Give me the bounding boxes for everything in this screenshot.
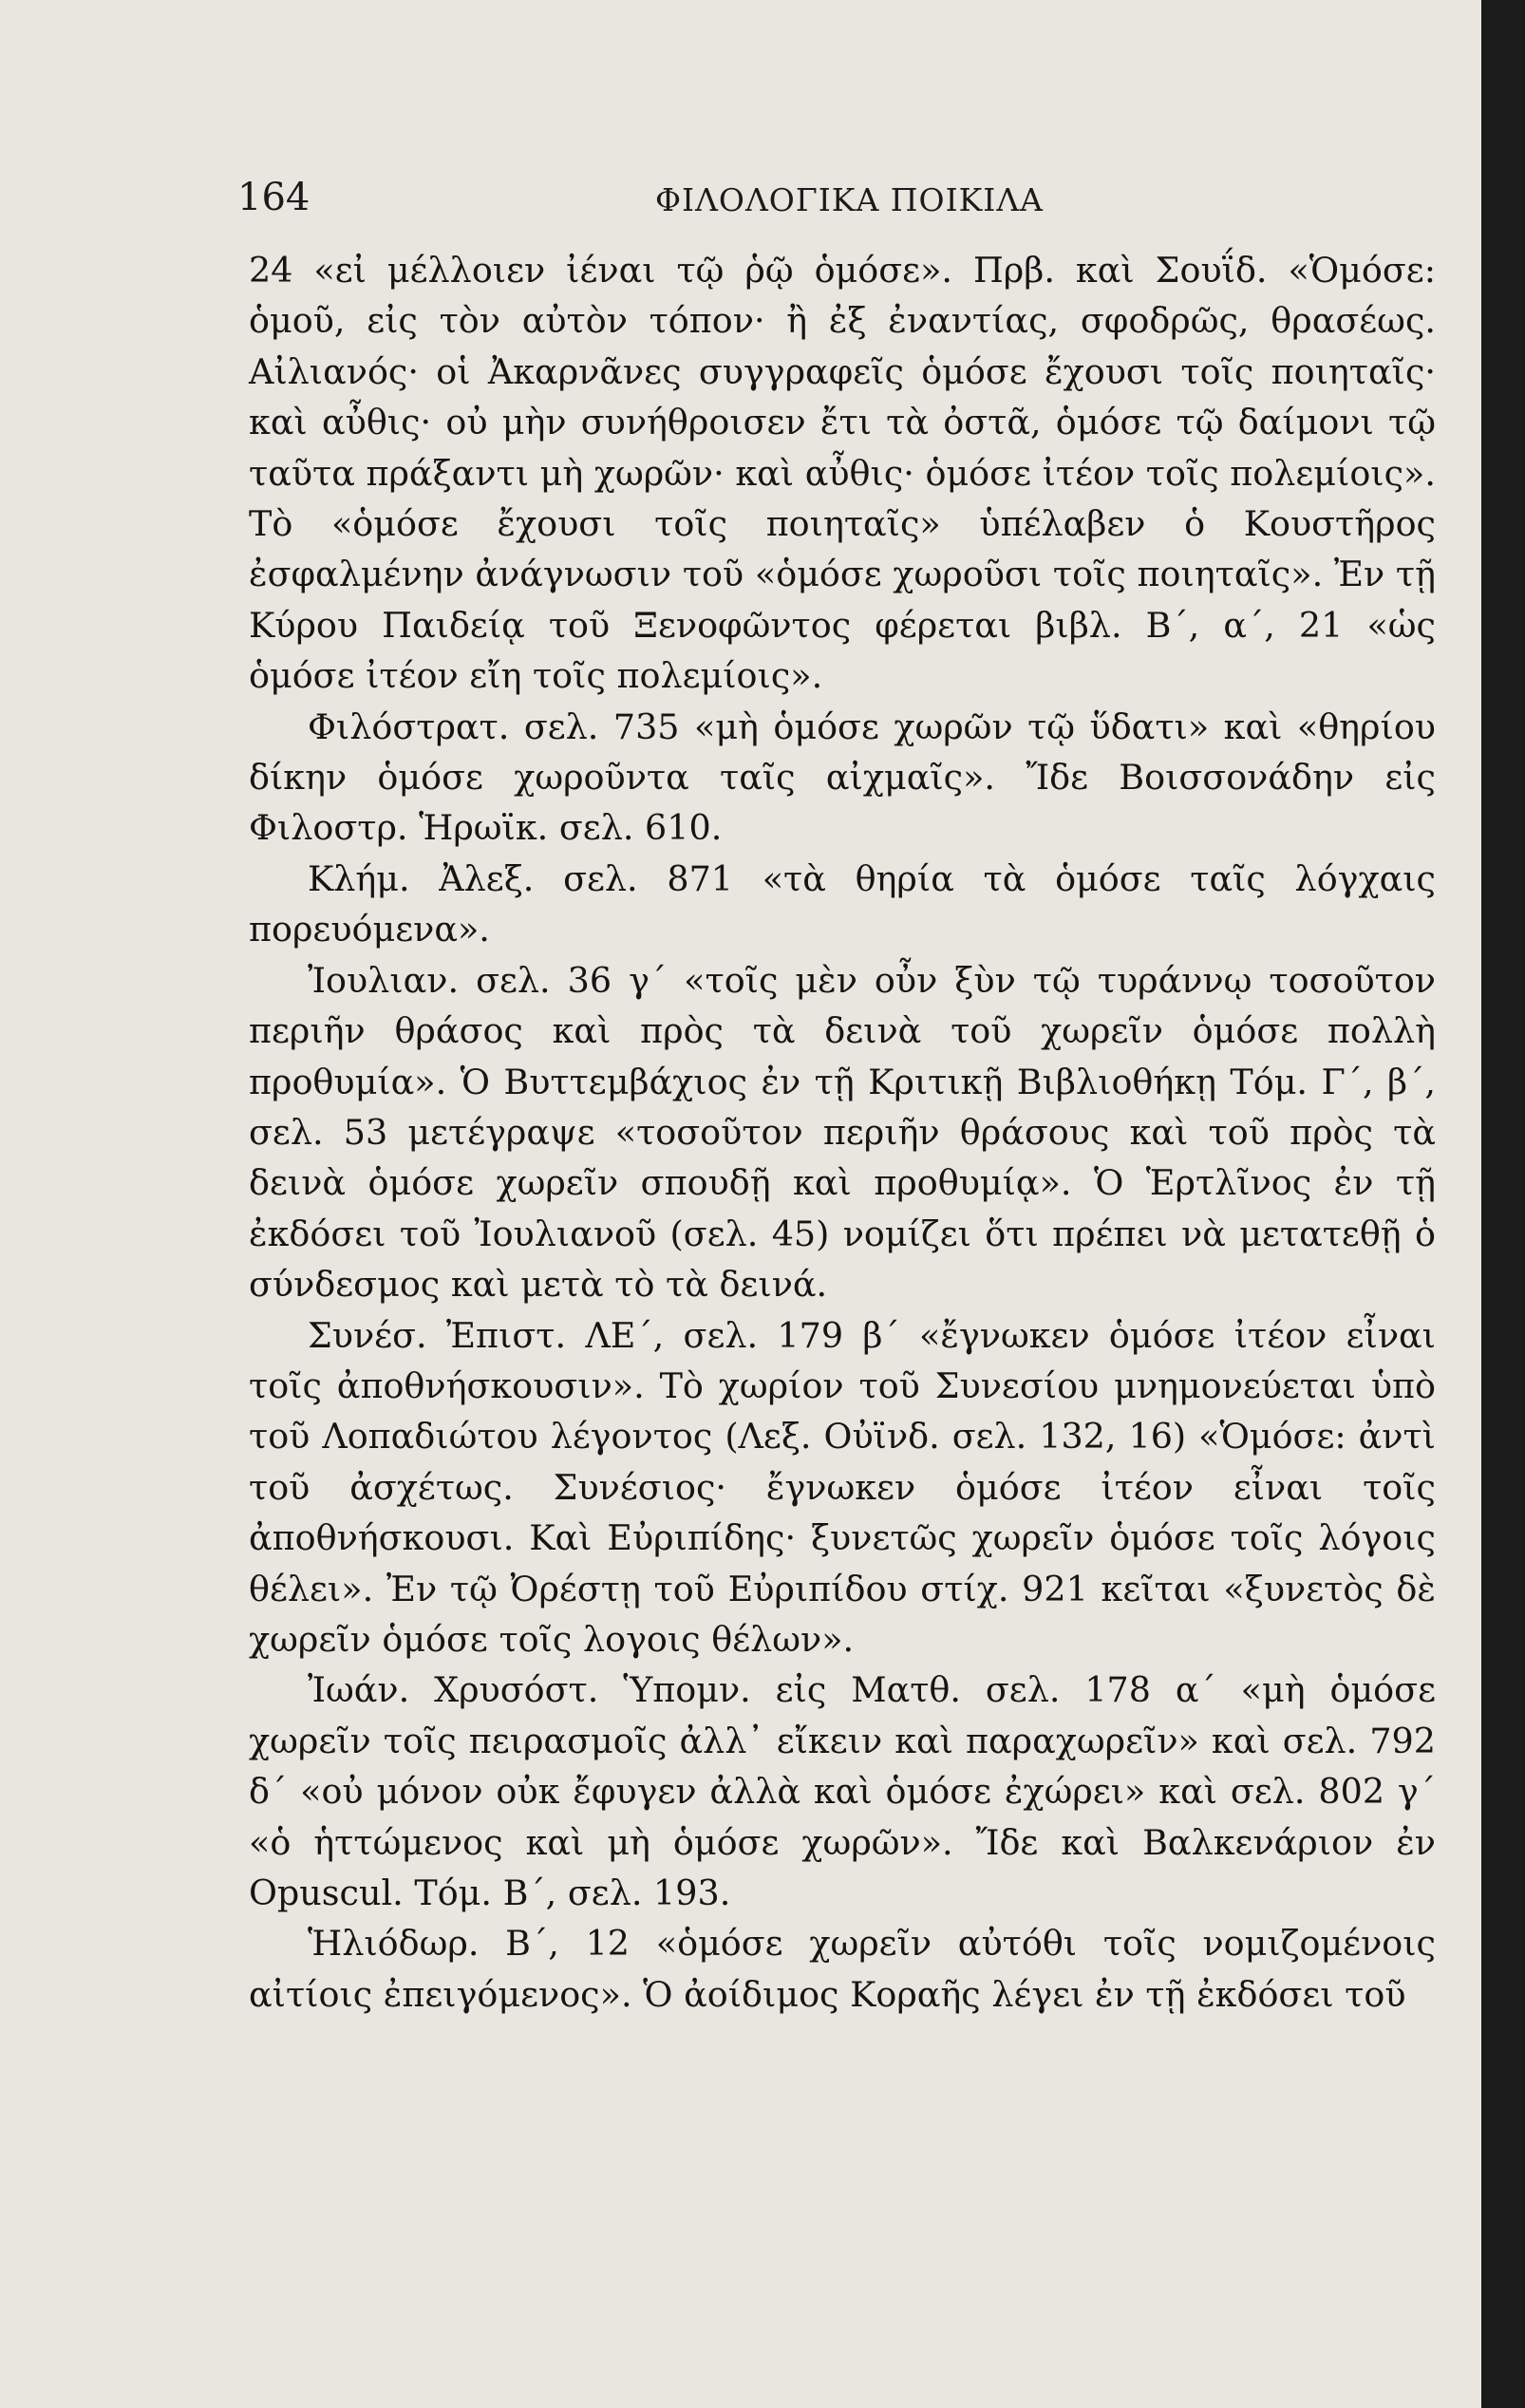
paragraph-6: Ἰωάν. Χρυσόστ. Ὑπομν. εἰς Ματθ. σελ. 178 α΄ «μὴ ὁμόσε χωρεῖν τοῖς πειρασμοῖς ἀλλ᾽ εἴκειν καὶ παραχωρεῖν» καὶ σελ. 792 δ΄ «οὐ μόνον οὐκ ἔφυγεν ἀλλὰ καὶ ὁμόσε ἐχώρει» καὶ σελ. 802 γ΄ «ὁ ἡττώμενος καὶ μὴ ὁμόσε χωρῶν». Ἴδε καὶ Βαλκενάριον ἐν Opuscul. Τόμ. Β΄, σελ. 193. [249,1669,1436,1913]
paragraph-1: 24 «εἰ μέλλοιεν ἰέναι τῷ ῥῷ ὁμόσε». Πρβ. καὶ Σουΐδ. «Ὁμόσε: ὁμοῦ, εἰς τὸν αὐτὸν τόπον· ἢ ἐξ ἐναντίας, σφοδρῶς, θρασέως. Αἰλιανός· οἱ Ἀκαρνᾶνες συγγραφεῖς ὁμόσε ἔχουσι τοῖς ποιηταῖς· καὶ αὖθις· οὐ μὴν συνήθροισεν ἔτι τὰ ὀστᾶ, ὁμόσε τῷ δαίμονι τῷ ταῦτα πράξαντι μὴ χωρῶν· καὶ αὖθις· ὁμόσε ἰτέον τοῖς πολεμίοις». Τὸ «ὁμόσε ἔχουσι τοῖς ποιηταῖς» ὑπέλαβεν ὁ Κουστῆρος ἐσφαλμένην ἀνάγνωσιν τοῦ «ὁμόσε χωροῦσι τοῖς ποιηταῖς». Ἐν τῇ Κύρου Παιδείᾳ τοῦ Ξενοφῶντος φέρεται βιβλ. Β΄, α΄, 21 «ὡς ὁμόσε ἰτέον εἴη τοῖς πολεμίοις». [249,250,1436,697]
paragraph-5: Συνέσ. Ἐπιστ. ΛΕ΄, σελ. 179 β΄ «ἔγνωκεν ὁμόσε ἰτέον εἶναι τοῖς ἀποθνήσκουσιν». Τὸ χωρίον τοῦ Συνεσίου μνημονεύεται ὑπὸ τοῦ Λοπαδιώτου λέγοντος (Λεξ. Οὐϊνδ. σελ. 132, 16) «Ὁμόσε: ἀντὶ τοῦ ἀσχέτως. Συνέσιος· ἔγνωκεν ὁμόσε ἰτέον εἶναι τοῖς ἀποθνήσκουσι. Καὶ Εὐριπίδης· ξυνετῶς χωρεῖν ὁμόσε τοῖς λόγοις θέλει». Ἐν τῷ Ὀρέστῃ τοῦ Εὐριπίδου στίχ. 921 κεῖται «ξυνετὸς δὲ χωρεῖν ὁμόσε τοῖς λογοις θέλων». [249,1314,1436,1660]
page-number: 164 [237,176,311,219]
page-header [237,176,1467,233]
body-text [249,245,1436,2020]
paragraph-7: Ἡλιόδωρ. Β΄, 12 «ὁμόσε χωρεῖν αὐτόθι τοῖς νομιζομένοις αἰτίοις ἐπειγόμενος». Ὁ ἀοίδιμος Κοραῆς λέγει ἐν τῇ ἐκδόσει τοῦ [249,1923,1436,2015]
paragraph-3: Κλήμ. Ἀλεξ. σελ. 871 «τὰ θηρία τὰ ὁμόσε ταῖς λόγχαις πορευόμενα». [249,857,1436,950]
page-edge-shadow [1481,0,1525,2408]
paragraph-4: Ἰουλιαν. σελ. 36 γ΄ «τοῖς μὲν οὖν ξὺν τῷ τυράννῳ τοσοῦτον περιῆν θράσος καὶ πρὸς τὰ δεινὰ τοῦ χωρεῖν ὁμόσε πολλὴ προθυμία». Ὁ Βυττεμβάχιος ἐν τῇ Κριτικῇ Βιβλιοθήκῃ Τόμ. Γ΄, β΄, σελ. 53 μετέγραψε «τοσοῦτον περιῆν θράσους καὶ τοῦ πρὸς τὰ δεινὰ ὁμόσε χωρεῖν σπουδῇ καὶ προθυμίᾳ». Ὁ Ἑρτλῖνος ἐν τῇ ἐκδόσει τοῦ Ἰουλιανοῦ (σελ. 45) νομίζει ὅτι πρέπει νὰ μετατεθῇ ὁ σύνδεσμος καὶ μετὰ τὸ τὰ δεινά. [249,959,1436,1306]
running-title: ΦΙΛΟΛΟΓΙΚΑ ΠΟΙΚΙΛΑ [655,181,1044,218]
paragraph-2: Φιλόστρατ. σελ. 735 «μὴ ὁμόσε χωρῶν τῷ ὕδατι» καὶ «θηρίου δίκην ὁμόσε χωροῦντα ταῖς αἰχμαῖς». Ἴδε Βοισσονάδην εἰς Φιλοστρ. Ἡρωϊκ. σελ. 610. [249,705,1436,849]
